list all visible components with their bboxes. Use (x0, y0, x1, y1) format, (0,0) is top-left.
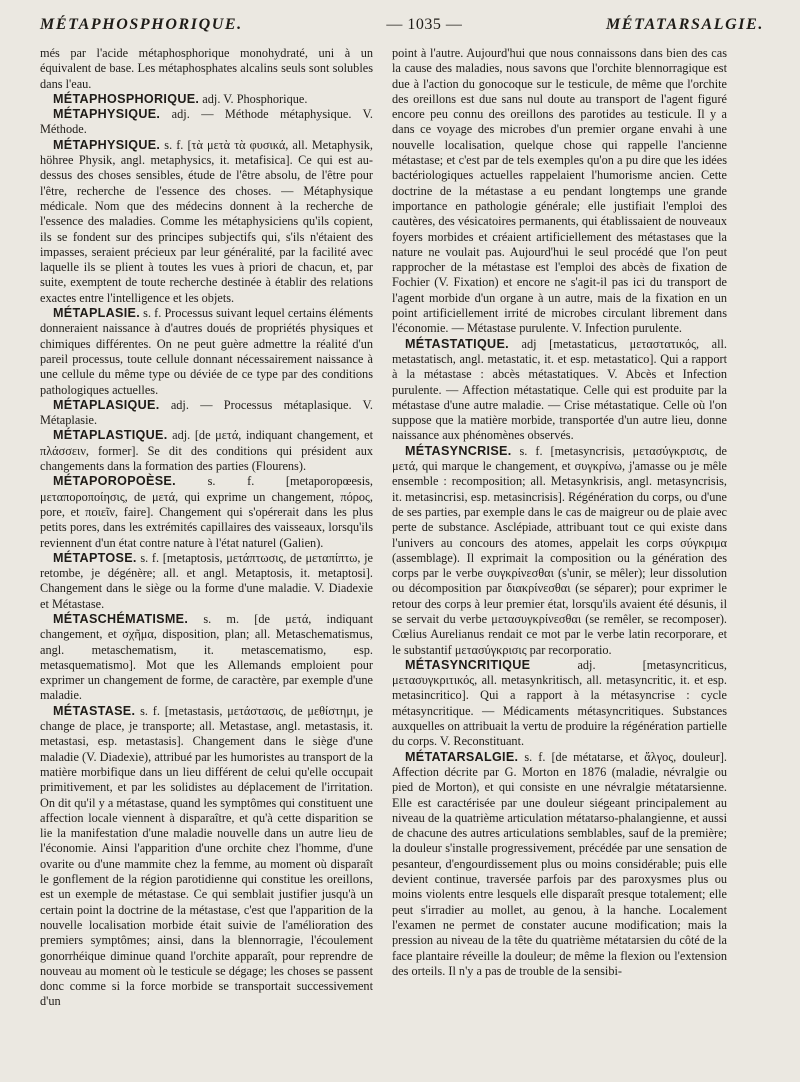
entry-text: s. f. Processus suivant lequel certains éléments donneraient naissance à d'autres doués de propriétés physiques et chimiques différentes. On ne peut guère admettre la réalité d'un pareil processus, toute cellule donnant nécessairement naissance à une cellule du même type ou déviée de ce type par des conditions pathologiques actuelles. (40, 306, 373, 397)
entry (392, 46, 727, 337)
entry-headword: MÉTASTASE. (53, 703, 136, 718)
entry (40, 46, 373, 92)
entry (392, 444, 727, 658)
entry (40, 474, 373, 550)
entry-headword: MÉTASYNCRITIQUE (405, 657, 531, 672)
entry-headword: MÉTASTATIQUE. (405, 336, 509, 351)
left-column (40, 46, 373, 1072)
entry-text: adj. — Processus métaplasique. V. Métaplasie. (40, 397, 373, 428)
entry-text: s. f. [de métatarse, et ἄλγος, douleur]. Affection décrite par G. Morton en 1876 (maladie, névralgie ou pied de Morton), et qui consiste en une névralgie métatarsienne. Elle est caractérisée par une douleur siégeant principalement au niveau de la quatrième articulation métatarso-phalangienne, et aussi de chacune des autres articulations semblables, sauf de la première; la douleur s'installe progressivement, précédée par une sensation de pesanteur, d'engourdissement plus ou moins considérable; puis elle devient continue, traversée parfois par des paroxysmes plus ou moins violents entre lesquels elle disparaît presque totalement; elle peut s'irradier au mollet, au genou, à la hanche. Localement l'examen ne permet de constater aucune modification; mais la pression au niveau de la tête du quatrième métatarsien du côté de la face plantaire réveille la douleur; de même la flexion ou l'extension des orteils. Il n'y a pas de trouble de la sensibi- (392, 749, 727, 978)
entry (40, 428, 373, 474)
entry-text: adj. [de μετά, indiquant changement, et πλάσσειν, former]. Se dit des conditions qui président aux changements dans la formation des parties (Flourens). (40, 428, 373, 474)
entry (40, 704, 373, 1010)
right-column (392, 46, 727, 1072)
entry-headword: MÉTAPHYSIQUE. (53, 137, 161, 152)
page-number: — 1035 — (386, 16, 463, 33)
entry (40, 612, 373, 704)
running-head-left: MÉTAPHOSPHORIQUE. (40, 16, 243, 33)
entry-text: s. m. [de μετά, indiquant changement, et σχῆμα, disposition, plan; all. Metaschematismus, angl. metaschematism, it. metascematismo, esp. metasquematismo]. Mot que les Allemands emploient pour exprimer un changement de forme, de caractère, par exemple d'une maladie. (40, 611, 373, 703)
entry-headword: MÉTAPOROPOÈSE. (53, 474, 176, 489)
entry-text: adj. V. Phosphorique. (202, 91, 308, 106)
running-head (40, 14, 764, 36)
entry-headword: MÉTASYNCRISE. (405, 443, 512, 458)
entry (392, 750, 727, 979)
entry-headword: MÉTATARSALGIE. (405, 749, 519, 764)
entry-headword: MÉTAPHOSPHORIQUE. (53, 91, 200, 106)
entry-headword: MÉTAPTOSE. (53, 550, 137, 565)
entry-headword: MÉTAPLASIQUE. (53, 397, 160, 412)
entry-text: s. f. [metasyncrisis, μετασύγκρισις, de μετά, qui marque le changement, et συγκρίνω, j'amasse ou je mêle ensemble : recomposition; all. Metasynkrisis, angl. metasyncrisis, it. metasincrisi, esp. metasincrisis]. Régénération du corps, ou d'une de ses parties, par exemple dans le cas de maigreur ou de plaie avec perte de substance. Asclépiade, attribuant tout ce qui existe dans l'univers au concours des atomes, appelait les corps σύγκριμα (assemblage). Il exprimait la composition ou la génération des corps par le verbe συγκρίνεσθαι (s'unir, se mêler); leur dissolution ou décomposition par διακρίνεσθαι (se séparer); pour exprimer le retour des corps à leur premier état, lorsqu'ils avaient été désunis, il se servait du verbe μετασυγκρίνεσθαι (se remêler, se recomposer). Cœlius Aurelianus rendait ce mot par le verbe latin recorporare, et le substantif μετασύγκρισις par recorporatio. (392, 443, 727, 657)
entry-text: més par l'acide métaphosphorique monohydraté, uni à un équivalent de base. Les métaphosphates alcalins seuls sont solubles dans l'eau. (40, 46, 373, 91)
entry (40, 107, 373, 138)
entry-headword: MÉTAPLASTIQUE. (53, 428, 168, 443)
entry-text: adj. [metasyncriticus, μετασυγκριτικός, all. metasynkritisch, all. metasyncritic, it. et esp. metasincritico]. Qui a rapport à la métasyncrise : cycle métasyncritique. — Médicaments métasyncritiques. Substances auxquelles on attribuait la vertu de produire la régénération partielle du corps. V. Reconstituant. (392, 657, 727, 749)
entry (40, 306, 373, 398)
entry (392, 658, 727, 750)
entry-text: point à l'autre. Aujourd'hui que nous connaissons dans bien des cas la cause des maladies, nous savons que l'orchite blennorragique est due à l'action du gonocoque sur le testicule, de même que l'orchite des oreillons est due sans nul doute au transport de l'agent figuré encore peu connu des oreillons des parotides au testicule. Il y a dans ce voyage des microbes d'un premier organe envahi à une nouvelle localisation, quelque chose qui rappelle l'ancienne métastase; et c'est par de tels exemples qu'on a pu dire que les idées bactériologiques actuelles rappelaient l'humorisme ancien. Cette doctrine de la métastase a eu pendant longtemps une grande importance en pathologie générale; elle justifiait l'emploi des cautères, des vésicatoires permanents, qui établissaient de nouveaux foyers morbides et créaient artificiellement des métastases que la nature ne voulait pas. Aujourd'hui le seul procédé que l'on peut rapprocher de la métastase est l'emploi des abcès de fixation de Fochier (V. Fixation) et encore ne s'agit-il pas ici du transport de l'agent morbide d'un organe à un autre, mais de la fixation en un point artificiellement irrité de microbes circulant librement dans l'économie. — Métastase purulente. V. Infection purulente. (392, 46, 727, 336)
entry (40, 398, 373, 429)
entry (392, 337, 727, 444)
entry-headword: MÉTASCHÉMATISME. (53, 611, 189, 626)
entry-headword: MÉTAPHYSIQUE. (53, 107, 161, 122)
entry-text: s. f. [metastasis, μετάστασις, de μεθίστημι, je change de place, je transporte; all. Metastase, angl. metastasis, it. metastasi, esp. metastasis]. Changement dans le siège d'une maladie (V. Diadexie), attribué par les humoristes au transport de la matière morbifique dans un lieu différent de celui qu'elle occupait primitivement, et par les solidistes au déplacement de l'irritation. On dit qu'il y a métastase, quand les symptômes qui constituent une affection locale viennent à disparaître, et qu'à cette disparition se lie la manifestation d'une maladie nouvelle dans un autre lieu de l'économie. Ainsi l'apparition d'une orchite chez l'homme, d'une ovarite ou d'une mammite chez la femme, au moment où disparaît le gonflement de la région parotidienne qui constitue les oreillons, est un exemple de métastase. Ce qui semblait justifier jusqu'à un certain point la doctrine de la métastase, c'est que l'apparition de la nouvelle localisation morbide était suivie de l'amélioration des premiers symptômes; ainsi, dans la blennorragie, l'écoulement gonorrhéique diminue quand l'orchite apparaît, pour reprendre de nouveau au moment où le testicule se dégage; les choses se passent donc comme si la force morbide se transportait successivement d'un (40, 703, 373, 1009)
entry (40, 92, 373, 107)
entry-headword: MÉTAPLASIE. (53, 306, 141, 321)
entry-text: s. f. [τὰ μετὰ τὰ φυσικά, all. Metaphysik, höhree Physik, angl. metaphysics, it. metafisica]. Ce qui est au-dessus des choses sensibles, étude de l'être absolu, de l'être pour l'être, recherche de l'essence des choses. — Métaphysique médicale. Nom que des médecins donnent à la recherche de l'essence des maladies. Comme les métaphysiciens qu'ils copient, ils se fondent sur des principes subjectifs qui, s'ils n'étaient des impasses, seraient précieux par leur généralité, par la facilité avec laquelle ils se plient à toutes les vues à priori de chacun, et, par suite, exemptent de toute recherche destinée à établir des relations exactes entre l'intelligence et les objets. (40, 137, 373, 305)
running-head-right: MÉTATARSALGIE. (605, 16, 764, 33)
entry-text: s. f. [metaporopœesis, μεταποροποίησις, de μετά, qui exprime un changement, πόρος, pore, et ποιεῖν, faire]. Changement qui s'opérerait dans les plus petits pores, dans les extrémités capillaires des vaisseaux, lorsqu'ils reviennent d'un état contre nature à l'état naturel (Galien). (40, 474, 373, 550)
entry (40, 551, 373, 612)
entry (40, 138, 373, 306)
entry-text: adj. — Méthode métaphysique. V. Méthode. (40, 107, 373, 137)
entry-text: s. f. [metaptosis, μετάπτωσις, de μεταπίπτω, je retombe, je dégénère; all. et angl. Metaptosis, it. metaptosi]. Changement dans le siège ou la forme d'une maladie. V. Diadexie et Métastase. (40, 550, 373, 611)
entry-text: adj [metastaticus, μεταστατικός, all. metastatisch, angl. metastatic, it. et esp. metastatico]. Qui a rapport à la métastase : abcès métastatiques. V. Abcès et Infection purulente. — Affection métastatique. Celle qui est produite par la métastase d'une autre maladie. — Crise métastatique. Celle où l'on suppose que la matière morbide, transportée d'un autre lieu, donne naissance aux phénomènes observés. (392, 336, 727, 443)
